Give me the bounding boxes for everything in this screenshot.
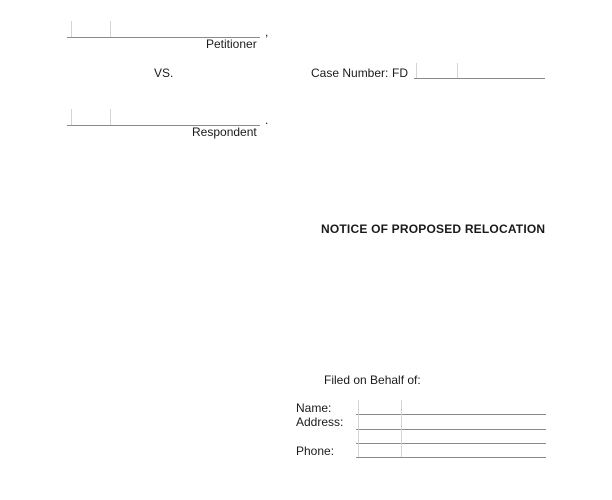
field-divider [71, 109, 72, 125]
field-divider [401, 429, 402, 443]
phone-underline [356, 457, 546, 458]
petitioner-name-field[interactable] [67, 21, 260, 37]
field-divider [457, 63, 458, 78]
vs-label: VS. [154, 66, 174, 80]
field-divider [110, 109, 111, 125]
field-divider [358, 429, 359, 443]
petitioner-punct: , [265, 25, 269, 39]
field-divider [401, 400, 402, 414]
respondent-name-field[interactable] [67, 109, 260, 125]
phone-label: Phone: [296, 444, 335, 458]
field-divider [110, 21, 111, 37]
document-title: NOTICE OF PROPOSED RELOCATION [321, 222, 546, 236]
filed-on-behalf-heading: Filed on Behalf of: [324, 373, 421, 387]
case-number-label: Case Number: [311, 66, 389, 80]
name-field[interactable] [356, 400, 546, 414]
address-label: Address: [296, 415, 344, 429]
phone-field[interactable] [356, 443, 546, 457]
case-number-field[interactable] [414, 63, 545, 78]
address-field[interactable] [356, 414, 546, 429]
field-divider [358, 414, 359, 429]
case-number-underline [414, 78, 545, 79]
name-label: Name: [296, 401, 332, 415]
petitioner-label: Petitioner [206, 37, 257, 51]
address-field-line-2[interactable] [356, 429, 546, 443]
field-divider [401, 443, 402, 457]
field-divider [358, 400, 359, 414]
field-divider [71, 21, 72, 37]
field-divider [401, 414, 402, 429]
respondent-label: Respondent [192, 125, 257, 139]
field-divider [416, 63, 417, 78]
field-divider [358, 443, 359, 457]
respondent-punct: . [265, 113, 269, 127]
case-number-prefix: FD [392, 66, 408, 80]
